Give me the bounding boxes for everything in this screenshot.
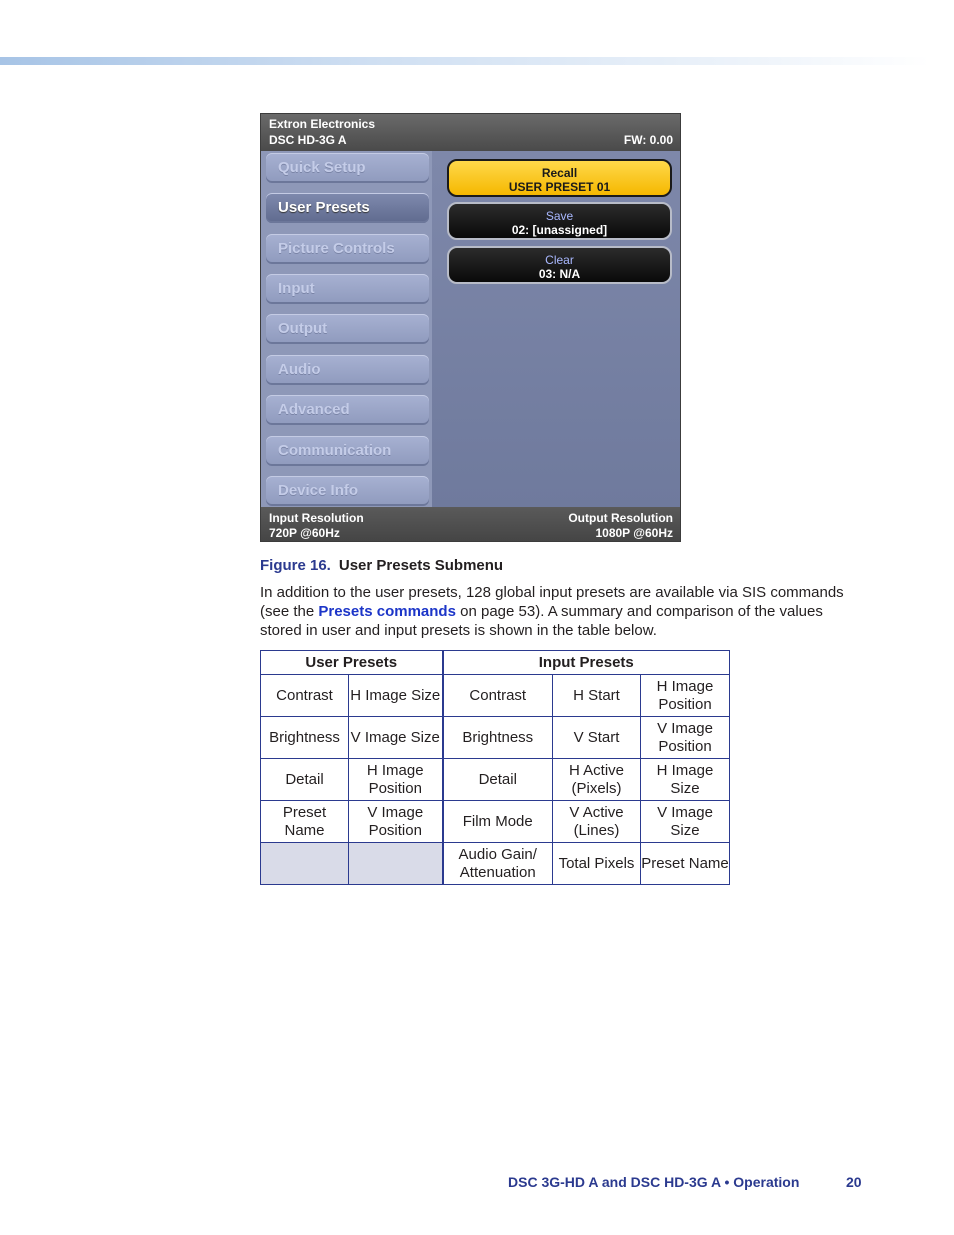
table-cell: Brightness [443, 717, 553, 759]
table-cell: V Image Size [641, 801, 730, 843]
table-cell: Preset Name [641, 843, 730, 885]
menu-item-communication[interactable]: Communication [266, 436, 429, 466]
menu-item-quick-setup[interactable]: Quick Setup [266, 153, 429, 183]
osd-model: DSC HD-3G A [269, 133, 347, 147]
table-cell-empty [261, 843, 349, 885]
menu-item-user-presets[interactable]: User Presets [266, 193, 429, 223]
presets-commands-link[interactable]: Presets commands [318, 603, 456, 620]
table-row [261, 843, 730, 885]
clear-label: Clear [545, 253, 574, 267]
osd-footer [261, 507, 680, 542]
table-row [261, 759, 730, 801]
menu-item-output[interactable]: Output [266, 314, 429, 344]
figure-caption [260, 557, 503, 574]
osd-menu-panel [261, 151, 432, 507]
para-text-before: In addition to the user presets, 128 global input presets are available via SIS commands (see the [260, 584, 844, 620]
table-cell: V Active (Lines) [553, 801, 641, 843]
output-resolution-value: 1080P @60Hz [595, 526, 673, 540]
body-paragraph [260, 583, 860, 640]
table-cell: Brightness [261, 717, 349, 759]
table-cell: H Image Size [349, 675, 443, 717]
table-cell: H Image Size [641, 759, 730, 801]
page-footer-title: DSC 3G-HD A and DSC HD-3G A • Operation [508, 1174, 800, 1190]
recall-label: Recall [541, 166, 578, 180]
user-presets-header: User Presets [261, 651, 443, 675]
table-cell: V Image Position [349, 801, 443, 843]
table-cell: Detail [443, 759, 553, 801]
table-cell: H Active (Pixels) [553, 759, 641, 801]
clear-preset-button[interactable] [447, 246, 672, 284]
table-cell: V Start [553, 717, 641, 759]
table-cell: V Image Position [641, 717, 730, 759]
table-cell: Detail [261, 759, 349, 801]
menu-item-device-info[interactable]: Device Info [266, 476, 429, 506]
table-row [261, 675, 730, 717]
table-row [261, 717, 730, 759]
output-resolution-label: Output Resolution [568, 511, 673, 525]
figure-number: Figure 16. [260, 557, 331, 574]
table-cell: Film Mode [443, 801, 553, 843]
menu-item-audio[interactable]: Audio [266, 355, 429, 385]
osd-company: Extron Electronics [269, 117, 376, 131]
table-cell: H Start [553, 675, 641, 717]
input-resolution-label: Input Resolution [269, 511, 364, 525]
save-preset-button[interactable] [447, 202, 672, 240]
table-row [261, 801, 730, 843]
table-header-row [261, 651, 730, 675]
table-cell: Contrast [261, 675, 349, 717]
figure-title: User Presets Submenu [338, 557, 504, 574]
header-gradient-bar [0, 57, 930, 65]
input-resolution-value: 720P @60Hz [269, 526, 340, 540]
table-cell: Contrast [443, 675, 553, 717]
table-cell: Audio Gain/ Attenuation [443, 843, 553, 885]
table-cell: Total Pixels [553, 843, 641, 885]
osd-header [261, 114, 680, 151]
para-text-after: on page 53). A summary and comparison of the values stored in user and input presets is shown in the table below. [260, 603, 823, 639]
clear-value: 03: N/A [538, 267, 581, 281]
save-label: Save [545, 209, 574, 223]
recall-preset-button[interactable] [447, 159, 672, 197]
menu-item-input[interactable]: Input [266, 274, 429, 304]
table-cell-empty [349, 843, 443, 885]
menu-item-advanced[interactable]: Advanced [266, 395, 429, 425]
osd-firmware: FW: 0.00 [623, 133, 673, 147]
menu-item-picture-controls[interactable]: Picture Controls [266, 234, 429, 264]
osd-screenshot [260, 113, 681, 542]
recall-value: USER PRESET 01 [508, 180, 611, 194]
table-cell: Preset Name [261, 801, 349, 843]
input-presets-header: Input Presets [443, 651, 730, 675]
presets-comparison-table [260, 650, 730, 885]
table-cell: H Image Position [641, 675, 730, 717]
table-cell: H Image Position [349, 759, 443, 801]
save-value: 02: [unassigned] [511, 223, 608, 237]
table-cell: V Image Size [349, 717, 443, 759]
page-number: 20 [846, 1174, 862, 1190]
